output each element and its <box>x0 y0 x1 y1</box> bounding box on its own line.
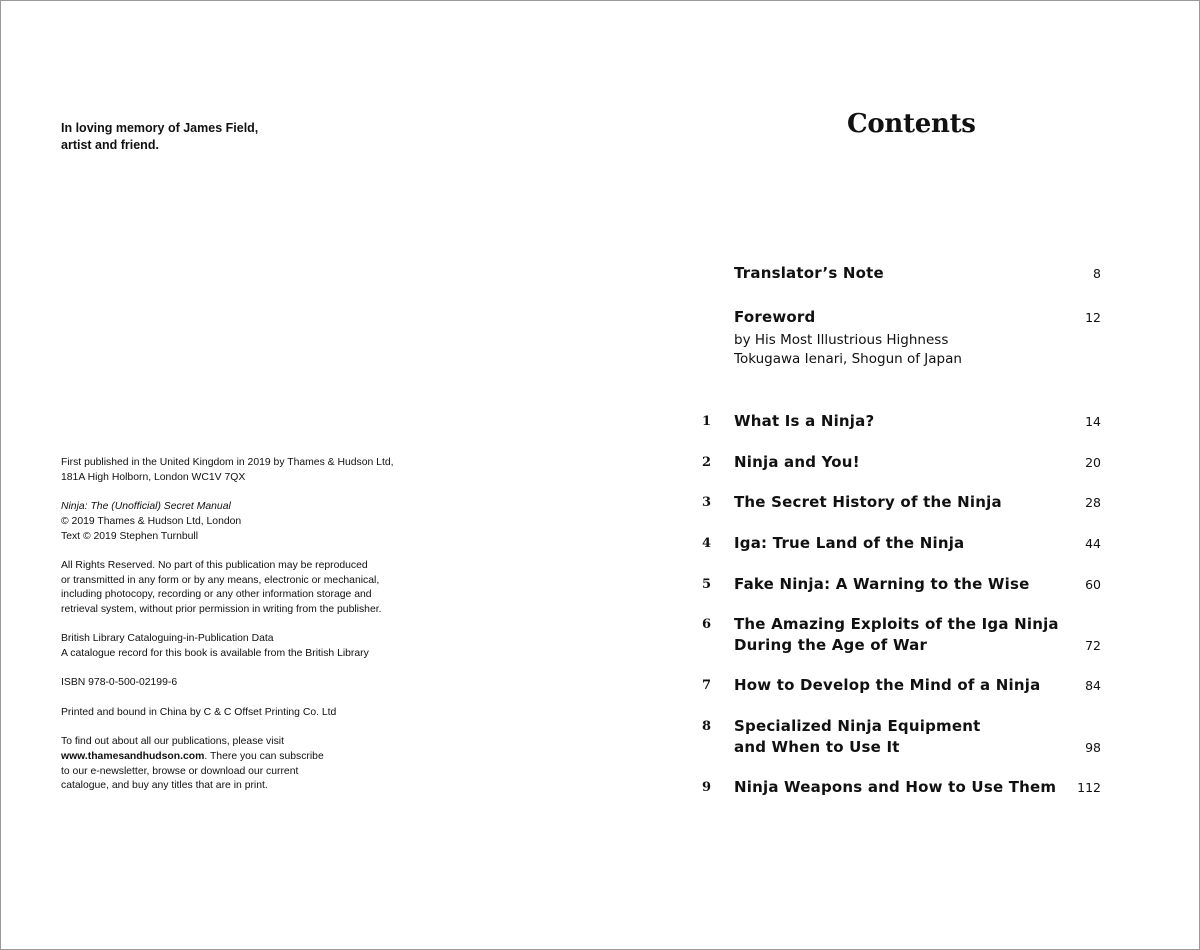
imprint-line: to our e-newsletter, browse or download our current <box>61 765 299 777</box>
isbn-number: ISBN 978-0-500-02199-6 <box>61 677 178 689</box>
toc-title-line: Foreword <box>734 308 816 326</box>
imprint-line: catalogue, and buy any titles that are in print. <box>61 780 268 792</box>
toc-page-number: 72 <box>1085 637 1101 653</box>
imprint-line <box>61 750 401 765</box>
chapter-number: 1 <box>702 414 712 429</box>
toc-title-line: Ninja Weapons and How to Use Them <box>734 778 1057 796</box>
toc-entry-text <box>734 452 1064 473</box>
toc-entry-title <box>734 307 1064 328</box>
chapter-number: 4 <box>702 536 712 551</box>
toc-entry-text <box>734 307 1064 369</box>
toc-entry-text <box>734 533 1064 554</box>
imprint-line: To find out about all our publications, please visit <box>61 736 284 748</box>
toc-entry-title <box>734 574 1064 595</box>
toc-title-line: The Secret History of the Ninja <box>734 493 1002 511</box>
toc-title-line: and When to Use It <box>734 737 900 756</box>
toc-page-number: 28 <box>1085 495 1101 510</box>
imprint-line: Printed and bound in China by C & C Offset Printing Co. Ltd <box>61 706 337 718</box>
toc-entry-title <box>734 716 1064 757</box>
toc-title-line: How to Develop the Mind of a Ninja <box>734 676 1041 694</box>
imprint-line: 181A High Holborn, London WC1V 7QX <box>61 471 246 483</box>
toc-page-number: 8 <box>1093 266 1101 281</box>
imprint-line: including photocopy, recording or any other information storage and <box>61 589 372 601</box>
book-title: Ninja: The (Unofficial) Secret Manual <box>61 501 231 513</box>
chapter-number: 8 <box>702 719 712 734</box>
printer-info <box>61 706 401 721</box>
imprint-line: All Rights Reserved. No part of this publication may be reproduced <box>61 559 368 571</box>
chapter-number: 2 <box>702 455 712 470</box>
toc-page-number: 98 <box>1085 739 1101 755</box>
toc-entry-title <box>734 777 1064 798</box>
toc-title-line: Fake Ninja: A Warning to the Wise <box>734 575 1030 593</box>
imprint-line: or transmitted in any form or by any means, electronic or mechanical, <box>61 574 380 586</box>
toc-entry-text <box>734 411 1064 432</box>
cip-notice <box>61 632 401 661</box>
toc-title-line: The Amazing Exploits of the Iga Ninja <box>734 615 1059 633</box>
toc-entry-text <box>734 675 1064 696</box>
toc-entry-title <box>734 263 1064 284</box>
toc-entry-title <box>734 533 1064 554</box>
toc-entry-subtitle <box>734 331 1064 369</box>
toc-page-number: 60 <box>1085 577 1101 592</box>
toc-entry-title <box>734 675 1064 696</box>
toc-title-line: What Is a Ninja? <box>734 412 875 430</box>
chapter-number: 3 <box>702 495 712 510</box>
toc-entry-text <box>734 574 1064 595</box>
dedication-line: In loving memory of James Field, <box>61 121 259 135</box>
toc-title-line: Translator’s Note <box>734 264 884 282</box>
dedication <box>61 120 258 154</box>
toc-entry-title <box>734 411 1064 432</box>
contents-title: Contents <box>847 109 976 139</box>
imprint-line: retrieval system, without prior permission in writing from the publisher. <box>61 604 382 615</box>
toc-title-line: During the Age of War <box>734 635 928 654</box>
rights-notice <box>61 559 401 618</box>
toc-title-line: Specialized Ninja Equipment <box>734 717 981 735</box>
toc-subtitle-line: by His Most Illustrious Highness <box>734 331 949 348</box>
toc-page-number: 14 <box>1085 414 1101 429</box>
toc-entry-title <box>734 492 1064 513</box>
isbn <box>61 676 401 691</box>
find-out-more <box>61 735 401 794</box>
imprint-line: First published in the United Kingdom in 2019 by Thames & Hudson Ltd, <box>61 457 394 468</box>
toc-title-line: Ninja and You! <box>734 453 860 471</box>
chapter-number: 6 <box>702 617 712 632</box>
imprint-line: © 2019 Thames & Hudson Ltd, London <box>61 515 242 527</box>
toc-page-number: 84 <box>1085 678 1101 693</box>
chapter-number: 7 <box>702 678 712 693</box>
toc-entry-text <box>734 716 1064 757</box>
chapter-number: 9 <box>702 780 712 795</box>
publication-info <box>61 456 401 485</box>
toc-entry-text <box>734 263 1064 284</box>
toc-page-number: 44 <box>1085 536 1101 551</box>
publisher-url[interactable]: www.thamesandhudson.com <box>61 750 205 762</box>
imprint-line: British Library Cataloguing-in-Publication Data <box>61 633 274 645</box>
toc-page-number: 12 <box>1085 310 1101 325</box>
imprint-text: . There you can subscribe <box>204 750 324 762</box>
dedication-line: artist and friend. <box>61 138 159 152</box>
toc-subtitle-line: Tokugawa Ienari, Shogun of Japan <box>734 350 962 367</box>
imprint-block <box>61 456 401 809</box>
imprint-line: Text © 2019 Stephen Turnbull <box>61 530 199 542</box>
toc-entry-text <box>734 777 1064 798</box>
toc-entry-title <box>734 614 1064 655</box>
chapter-number: 5 <box>702 577 712 592</box>
toc-page-number: 112 <box>1077 780 1101 795</box>
toc-entry-text <box>734 492 1064 513</box>
copyright-info <box>61 500 401 544</box>
toc-entry-title <box>734 452 1064 473</box>
toc-entry-text <box>734 614 1064 655</box>
toc-page-number: 20 <box>1085 455 1101 470</box>
imprint-line: A catalogue record for this book is available from the British Library <box>61 648 369 660</box>
toc-title-line: Iga: True Land of the Ninja <box>734 534 965 552</box>
